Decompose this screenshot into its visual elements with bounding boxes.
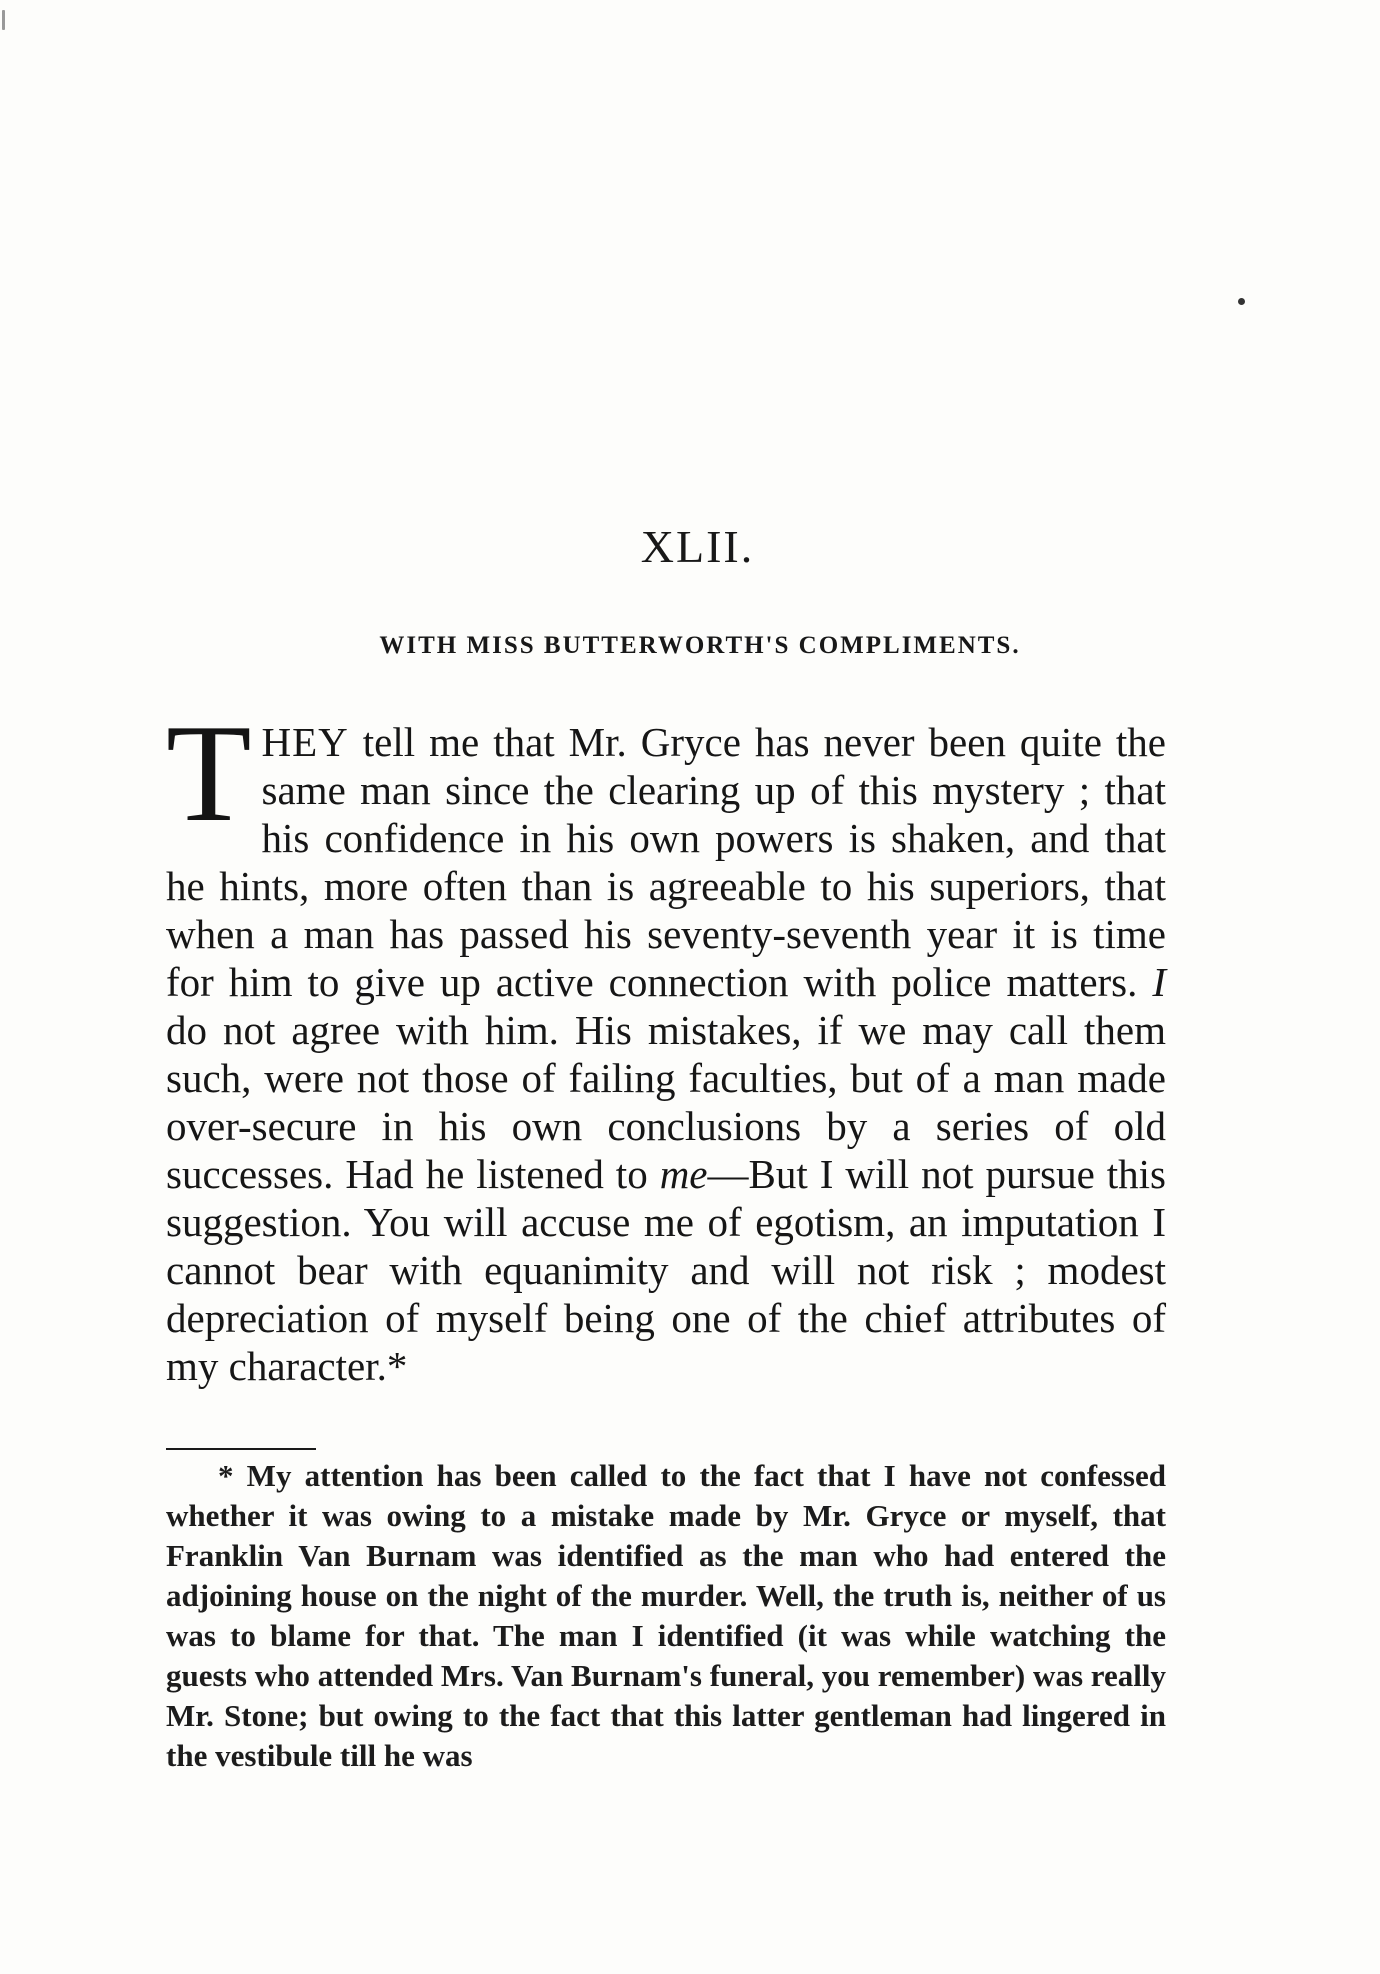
body-text-part-1: tell me that Mr. Gryce has never been quite the same man since the clearing up of this mystery ; that his confidence in his own powers is shaken, and that he hints, more often than is agreeable to his superiors, that when a man has passed his seventy-seventh year it is time for him to give up active connection with police matters. bbox=[166, 719, 1166, 1005]
emphasis-me: me bbox=[659, 1151, 708, 1197]
footnote: * My attention has been called to the fact that I have not confessed whether it was owing to a mistake made by Mr. Gryce or myself, that Franklin Van Burnam was identified as the man who had entered the adjoining house on the night of the murder. Well, the truth is, neither of us was to blame for that. The man I identified (it was while watching the guests who attended Mrs. Van Burnam's funeral, you remember) was really Mr. Stone; but owing to the fact that this latter gentleman had lingered in the vestibule till he was bbox=[166, 1458, 1166, 1773]
emphasis-i: I bbox=[1152, 959, 1166, 1005]
chapter-number: XLII. bbox=[640, 521, 755, 572]
footnote-rule bbox=[166, 1448, 316, 1450]
body-text-part-2: do not agree with him. His mistakes, if we may call them such, were not those of failing faculties, but of a man made over-secure in his own conclusions by a series of old successes. Had he listened to bbox=[166, 1007, 1166, 1197]
ink-speck bbox=[1238, 298, 1245, 305]
drop-cap: T bbox=[166, 696, 252, 851]
body-text-part-3: —But I will not pursue this suggestion. You will accuse me of egotism, an imputation I cannot bear with equanimity and will not risk ; modest depreciation of myself being one of the chief attributes of my character.* bbox=[166, 1151, 1166, 1389]
body-paragraph bbox=[166, 696, 1166, 1390]
chapter-title: WITH MISS BUTTERWORTH'S COMPLIMENTS. bbox=[379, 632, 1021, 659]
ink-speck bbox=[2, 10, 5, 30]
lead-caps: HEY bbox=[261, 719, 349, 765]
